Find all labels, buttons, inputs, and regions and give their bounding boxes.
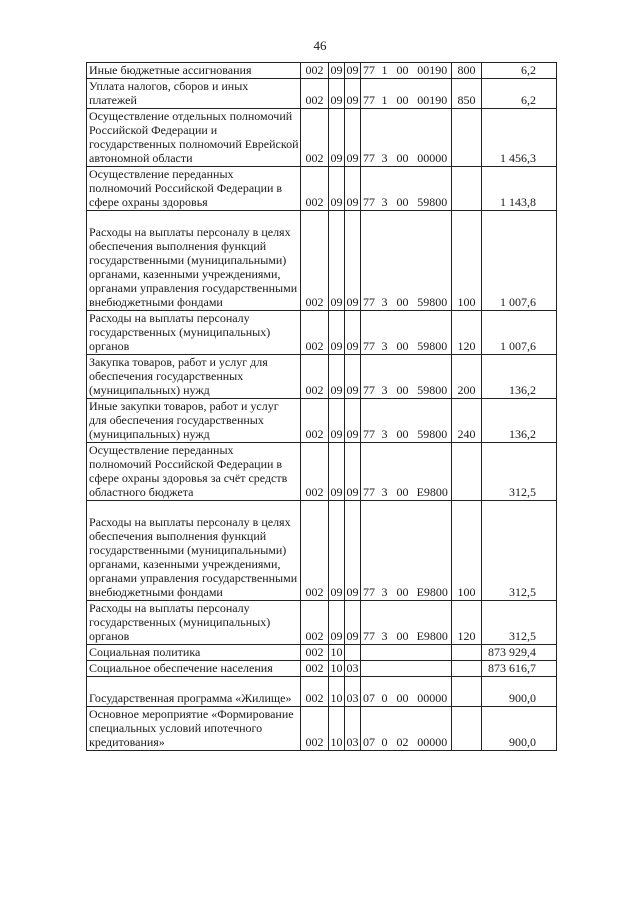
cell-cs1: 77 <box>361 501 378 601</box>
row-name: Закупка товаров, работ и услуг для обеспечения государственных (муниципальных) нужд <box>89 355 268 397</box>
row-name-cell <box>87 79 301 109</box>
cell-ved: 002 <box>301 661 329 677</box>
cell-vr: 120 <box>452 601 482 645</box>
row-name: Социальное обеспечение населения <box>89 661 273 675</box>
cell-cs3: 00 <box>392 211 414 311</box>
cell-sum: 312,5 <box>482 601 557 645</box>
cell-vr <box>452 661 482 677</box>
page-number: 46 <box>313 38 327 53</box>
cell-sum: 873 929,4 <box>482 645 557 661</box>
row-name-cell <box>87 63 301 79</box>
table-row <box>87 311 557 355</box>
table-row <box>87 677 557 707</box>
cell-cs2: 3 <box>378 211 392 311</box>
cell-sum: 6,2 <box>482 79 557 109</box>
cell-pr: 09 <box>345 167 361 211</box>
cell-cs2: 3 <box>378 167 392 211</box>
cell-sum: 1 007,6 <box>482 311 557 355</box>
row-name: Уплата налогов, сборов и иных платежей <box>89 79 249 107</box>
row-name-cell <box>87 109 301 167</box>
cell-ved: 002 <box>301 399 329 443</box>
cell-rz: 10 <box>329 677 345 707</box>
row-name-cell <box>87 707 301 751</box>
cell-vr <box>452 109 482 167</box>
row-name: Основное мероприятие «Формирование специальных условий ипотечного кредитования» <box>89 707 294 749</box>
cell-cs1: 77 <box>361 443 378 501</box>
row-name-cell <box>87 677 301 707</box>
cell-sum: 312,5 <box>482 443 557 501</box>
cell-cs4: 59800 <box>414 211 452 311</box>
cell-pr: 09 <box>345 211 361 311</box>
cell-cs4: 59800 <box>414 355 452 399</box>
cell-cs3 <box>392 661 414 677</box>
cell-cs1: 77 <box>361 63 378 79</box>
row-name: Расходы на выплаты персоналу в целях обеспечения выполнения функций государственными (муниципальными) органами, казенными учреждениями, органами управления государственными внебюджетными фондами <box>89 515 298 599</box>
cell-cs2: 0 <box>378 707 392 751</box>
cell-vr <box>452 443 482 501</box>
row-name: Социальная политика <box>89 645 201 659</box>
cell-vr: 200 <box>452 355 482 399</box>
cell-pr: 09 <box>345 79 361 109</box>
cell-cs3: 00 <box>392 79 414 109</box>
cell-pr: 03 <box>345 707 361 751</box>
cell-vr: 800 <box>452 63 482 79</box>
cell-cs3: 00 <box>392 501 414 601</box>
cell-sum: 312,5 <box>482 501 557 601</box>
cell-cs3: 00 <box>392 443 414 501</box>
cell-cs3: 00 <box>392 677 414 707</box>
row-name-cell <box>87 355 301 399</box>
cell-ved: 002 <box>301 601 329 645</box>
cell-rz: 10 <box>330 645 343 659</box>
cell-ved: 002 <box>301 109 329 167</box>
cell-ved: 002 <box>301 443 329 501</box>
cell-sum: 1 143,8 <box>482 167 557 211</box>
cell-ved: 002 <box>301 501 329 601</box>
row-name-cell <box>87 167 301 211</box>
cell-cs1: 77 <box>361 399 378 443</box>
cell-cs1: 07 <box>361 707 378 751</box>
cell-vr <box>452 677 482 707</box>
cell-cs1 <box>361 645 378 661</box>
row-name-cell <box>87 661 301 677</box>
row-name-cell <box>87 211 301 311</box>
cell-cs3: 00 <box>392 399 414 443</box>
cell-cs4 <box>414 645 452 661</box>
cell-ved: 002 <box>301 211 329 311</box>
row-name: Осуществление отдельных полномочий Российской Федерации и государственных полномочий Еврейской автономной области <box>89 109 299 165</box>
cell-ved: 002 <box>301 79 329 109</box>
cell-rz: 09 <box>329 501 345 601</box>
cell-ved: 002 <box>301 167 329 211</box>
cell-pr: 03 <box>346 661 359 675</box>
row-name-cell <box>87 601 301 645</box>
row-name-cell <box>87 443 301 501</box>
cell-rz: 10 <box>329 707 345 751</box>
cell-cs1: 77 <box>361 355 378 399</box>
cell-pr: 09 <box>345 355 361 399</box>
cell-cs1: 07 <box>361 677 378 707</box>
cell-rz: 09 <box>329 601 345 645</box>
table-row <box>87 167 557 211</box>
cell-cs2: 3 <box>378 109 392 167</box>
table-row <box>87 109 557 167</box>
cell-cs1: 77 <box>361 109 378 167</box>
cell-cs3 <box>392 645 414 661</box>
cell-cs3: 00 <box>392 355 414 399</box>
cell-cs1: 77 <box>361 167 378 211</box>
cell-cs3: 02 <box>392 707 414 751</box>
cell-pr: 09 <box>345 443 361 501</box>
cell-cs2: 3 <box>378 311 392 355</box>
row-name-cell <box>87 399 301 443</box>
cell-cs4: 59800 <box>414 167 452 211</box>
cell-vr: 240 <box>452 399 482 443</box>
cell-sum: 136,2 <box>482 355 557 399</box>
cell-cs3: 00 <box>392 63 414 79</box>
table-row <box>87 661 557 677</box>
cell-cs4: 00000 <box>414 707 452 751</box>
cell-rz: 09 <box>329 167 345 211</box>
row-name: Осуществление переданных полномочий Российской Федерации в сфере охраны здоровья <box>89 167 283 209</box>
cell-pr: 09 <box>345 109 361 167</box>
cell-cs2: 3 <box>378 443 392 501</box>
cell-cs2: 1 <box>378 79 392 109</box>
table-body <box>87 63 557 751</box>
cell-sum: 873 616,7 <box>482 661 557 677</box>
cell-pr: 09 <box>345 501 361 601</box>
cell-cs3: 00 <box>392 601 414 645</box>
table-row <box>87 707 557 751</box>
row-name: Расходы на выплаты персоналу в целях обеспечения выполнения функций государственными (муниципальными) органами, казенными учреждениями, органами управления государственными внебюджетными фондами <box>89 225 298 309</box>
cell-cs4: 00000 <box>414 677 452 707</box>
cell-cs2: 3 <box>378 501 392 601</box>
cell-cs2: 3 <box>378 601 392 645</box>
cell-cs3: 00 <box>392 109 414 167</box>
row-name: Осуществление переданных полномочий Российской Федерации в сфере охраны здоровья за счёт средств областного бюджета <box>89 443 288 499</box>
cell-sum: 6,2 <box>482 63 557 79</box>
cell-rz: 09 <box>329 355 345 399</box>
table-row <box>87 501 557 601</box>
cell-sum: 1 456,3 <box>482 109 557 167</box>
cell-rz: 09 <box>329 109 345 167</box>
cell-cs2: 0 <box>378 677 392 707</box>
cell-ved: 002 <box>301 355 329 399</box>
cell-pr: 09 <box>345 311 361 355</box>
cell-vr: 120 <box>452 311 482 355</box>
table-row <box>87 79 557 109</box>
row-name: Государственная программа «Жилище» <box>89 691 292 705</box>
cell-pr: 03 <box>345 677 361 707</box>
cell-cs2: 3 <box>378 399 392 443</box>
table-row <box>87 355 557 399</box>
cell-ved: 002 <box>301 707 329 751</box>
row-name-cell <box>87 645 301 661</box>
cell-vr: 850 <box>452 79 482 109</box>
cell-ved: 002 <box>301 677 329 707</box>
cell-rz: 09 <box>330 63 343 77</box>
cell-cs2: 3 <box>378 355 392 399</box>
cell-sum: 136,2 <box>482 399 557 443</box>
cell-sum: 1 007,6 <box>482 211 557 311</box>
table-row <box>87 399 557 443</box>
cell-vr <box>452 645 482 661</box>
row-name: Расходы на выплаты персоналу государственных (муниципальных) органов <box>89 311 271 353</box>
cell-cs4: 59800 <box>414 311 452 355</box>
cell-rz: 10 <box>330 661 343 675</box>
cell-cs4: Е9800 <box>414 601 452 645</box>
cell-cs1: 77 <box>361 211 378 311</box>
table-row <box>87 211 557 311</box>
table-row <box>87 63 557 79</box>
cell-cs2 <box>378 661 392 677</box>
cell-cs4: Е9800 <box>414 443 452 501</box>
table-row <box>87 601 557 645</box>
cell-cs2: 1 <box>378 63 392 79</box>
cell-rz: 09 <box>329 79 345 109</box>
cell-pr: 09 <box>346 63 359 77</box>
cell-pr <box>345 645 361 661</box>
cell-ved: 002 <box>301 311 329 355</box>
cell-cs4 <box>414 661 452 677</box>
row-name-cell <box>87 311 301 355</box>
cell-sum: 900,0 <box>482 707 557 751</box>
cell-sum: 900,0 <box>482 677 557 707</box>
row-name: Иные закупки товаров, работ и услуг для обеспечения государственных (муниципальных) нужд <box>89 399 279 441</box>
cell-cs4: 00000 <box>414 109 452 167</box>
cell-rz: 09 <box>329 211 345 311</box>
cell-vr <box>452 167 482 211</box>
cell-cs4: Е9800 <box>414 501 452 601</box>
cell-cs1: 77 <box>361 601 378 645</box>
cell-pr: 09 <box>345 601 361 645</box>
budget-table <box>86 62 557 751</box>
cell-rz: 09 <box>329 399 345 443</box>
cell-cs1: 77 <box>361 79 378 109</box>
cell-rz: 09 <box>329 443 345 501</box>
cell-ved: 002 <box>301 645 329 661</box>
cell-cs3: 00 <box>392 167 414 211</box>
cell-vr: 100 <box>452 211 482 311</box>
cell-rz: 09 <box>329 311 345 355</box>
cell-cs4: 59800 <box>414 399 452 443</box>
table-row <box>87 645 557 661</box>
cell-cs1: 77 <box>361 311 378 355</box>
table-row <box>87 443 557 501</box>
cell-cs4: 00190 <box>414 63 452 79</box>
cell-cs3: 00 <box>392 311 414 355</box>
row-name-cell <box>87 501 301 601</box>
row-name: Расходы на выплаты персоналу государственных (муниципальных) органов <box>89 601 271 643</box>
cell-cs1 <box>361 661 378 677</box>
cell-pr: 09 <box>345 399 361 443</box>
cell-cs2 <box>378 645 392 661</box>
row-name: Иные бюджетные ассигнования <box>89 63 252 77</box>
cell-ved: 002 <box>301 63 329 79</box>
cell-vr: 100 <box>452 501 482 601</box>
cell-cs4: 00190 <box>414 79 452 109</box>
cell-vr <box>452 707 482 751</box>
